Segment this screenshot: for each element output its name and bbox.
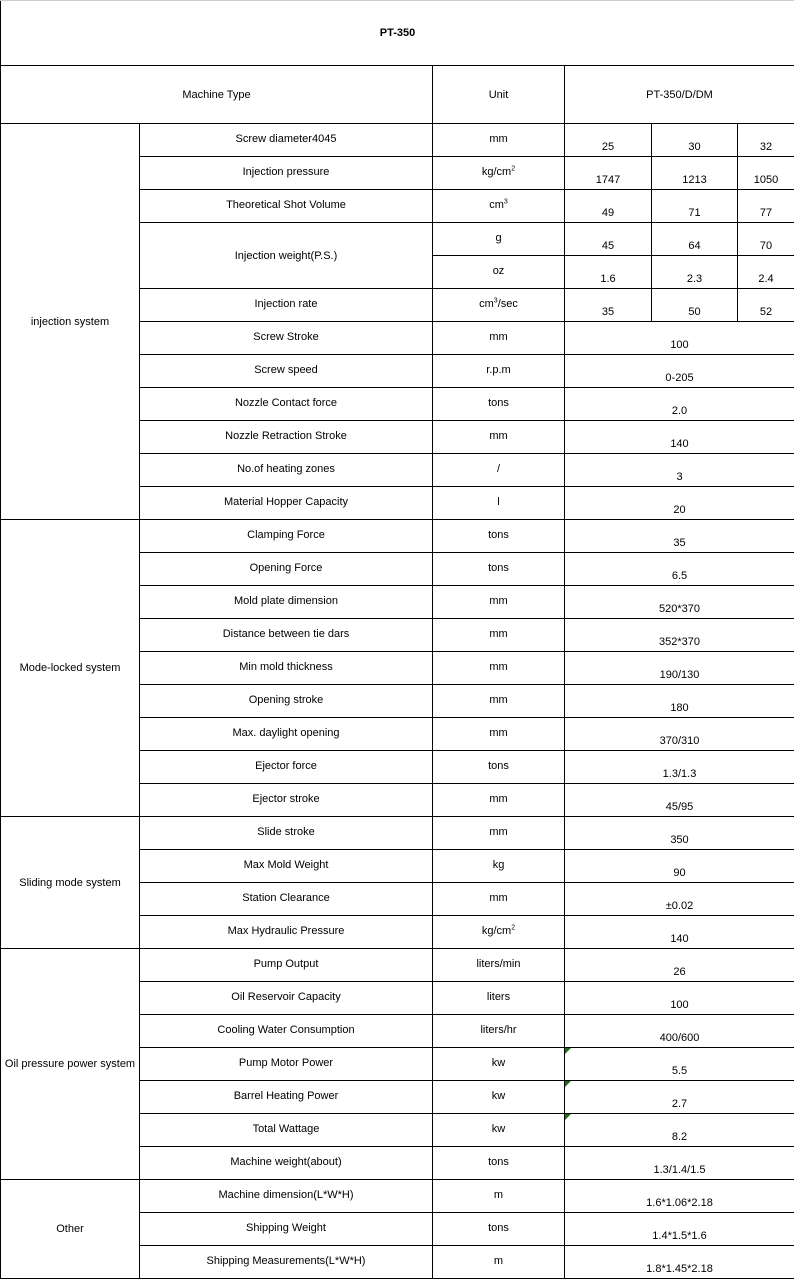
unit-cell: [433, 1015, 565, 1048]
unit-cell: [433, 553, 565, 586]
unit-cell: [433, 949, 565, 982]
value-cell: 400/600: [565, 1015, 794, 1048]
unit-text: oz: [492, 265, 505, 277]
group-label: Other: [1, 1180, 140, 1279]
table-row: [1, 124, 794, 157]
parameter-label: Screw speed: [140, 355, 433, 388]
value-cell: 352*370: [565, 619, 794, 652]
unit-cell: [433, 487, 565, 520]
unit-cell: [433, 982, 565, 1015]
unit-cell: [433, 223, 565, 256]
value-cell: 5.5: [565, 1048, 794, 1081]
parameter-label: Shipping Weight: [140, 1213, 433, 1246]
group-label: injection system: [1, 124, 140, 520]
value-cell: 2.4: [738, 256, 794, 289]
unit-text: liters/hr: [480, 1024, 517, 1036]
value-cell: 71: [652, 190, 738, 223]
unit-text: mm: [489, 661, 508, 673]
unit-text: mm: [489, 892, 508, 904]
parameter-label: Barrel Heating Power: [140, 1081, 433, 1114]
unit-cell: [433, 652, 565, 685]
value-cell: 25: [565, 124, 652, 157]
parameter-label: Injection rate: [140, 289, 433, 322]
unit-text: cm: [479, 298, 494, 310]
unit-cell: [433, 256, 565, 289]
table-row: [1, 949, 794, 982]
value-cell: 90: [565, 850, 794, 883]
unit-text: kg/cm: [481, 925, 512, 937]
value-cell: 1213: [652, 157, 738, 190]
unit-text: mm: [489, 727, 508, 739]
group-label: Sliding mode system: [1, 817, 140, 949]
value-cell: 1.3/1.4/1.5: [565, 1147, 794, 1180]
unit-text: m: [493, 1255, 504, 1267]
parameter-label: Theoretical Shot Volume: [140, 190, 433, 223]
value-cell: 77: [738, 190, 794, 223]
value-cell: 2.7: [565, 1081, 794, 1114]
parameter-label: Nozzle Contact force: [140, 388, 433, 421]
value-cell: 140: [565, 421, 794, 454]
table-row: [1, 520, 794, 553]
unit-cell: [433, 784, 565, 817]
header-machine-type: Machine Type: [1, 66, 433, 124]
unit-text: r.p.m: [486, 364, 511, 376]
parameter-label: Opening stroke: [140, 685, 433, 718]
unit-suffix: /sec: [497, 298, 518, 310]
unit-superscript: 3: [503, 198, 508, 206]
unit-text: tons: [488, 562, 509, 574]
parameter-label: Material Hopper Capacity: [140, 487, 433, 520]
unit-cell: [433, 124, 565, 157]
unit-text: kg: [492, 859, 505, 871]
parameter-label: Injection pressure: [140, 157, 433, 190]
value-cell: 64: [652, 223, 738, 256]
header-unit: Unit: [433, 66, 565, 124]
unit-cell: [433, 718, 565, 751]
unit-cell: [433, 1213, 565, 1246]
unit-cell: [433, 190, 565, 223]
value-cell: 35: [565, 289, 652, 322]
unit-text: kw: [491, 1090, 506, 1102]
parameter-label: Oil Reservoir Capacity: [140, 982, 433, 1015]
unit-text: liters/min: [476, 958, 521, 970]
value-cell: 1.8*1.45*2.18: [565, 1246, 794, 1279]
parameter-label: Clamping Force: [140, 520, 433, 553]
unit-cell: [433, 883, 565, 916]
unit-text: tons: [488, 397, 509, 409]
unit-cell: [433, 1048, 565, 1081]
unit-text: m: [493, 1189, 504, 1201]
unit-text: mm: [489, 793, 508, 805]
table-title: PT-350: [1, 1, 794, 66]
unit-text: l: [497, 496, 500, 508]
unit-cell: [433, 289, 565, 322]
parameter-label: Total Wattage: [140, 1114, 433, 1147]
unit-cell: [433, 1180, 565, 1213]
table-row: [1, 1180, 794, 1213]
unit-cell: [433, 388, 565, 421]
unit-text: mm: [489, 133, 508, 145]
value-cell: 140: [565, 916, 794, 949]
unit-text: tons: [488, 1222, 509, 1234]
unit-cell: [433, 454, 565, 487]
value-cell: 2.0: [565, 388, 794, 421]
parameter-label: Screw Stroke: [140, 322, 433, 355]
value-cell: 1.4*1.5*1.6: [565, 1213, 794, 1246]
parameter-label: Pump Output: [140, 949, 433, 982]
value-cell: 35: [565, 520, 794, 553]
unit-cell: [433, 751, 565, 784]
unit-text: cm: [489, 199, 504, 211]
parameter-label: Max Mold Weight: [140, 850, 433, 883]
value-cell: 32: [738, 124, 794, 157]
value-cell: 1050: [738, 157, 794, 190]
unit-cell: [433, 421, 565, 454]
value-cell: 100: [565, 322, 794, 355]
value-cell: 6.5: [565, 553, 794, 586]
unit-text: mm: [489, 826, 508, 838]
parameter-label: No.of heating zones: [140, 454, 433, 487]
unit-cell: [433, 916, 565, 949]
table-row: [1, 817, 794, 850]
group-label: Oil pressure power system: [1, 949, 140, 1180]
value-cell: 1.3/1.3: [565, 751, 794, 784]
parameter-label: Screw diameter4045: [140, 124, 433, 157]
parameter-label: Ejector force: [140, 751, 433, 784]
value-cell: 350: [565, 817, 794, 850]
header-model: PT-350/D/DM: [565, 66, 794, 124]
unit-text: kw: [491, 1123, 506, 1135]
unit-superscript: 3: [493, 297, 498, 305]
parameter-label: Injection weight(P.S.): [140, 223, 433, 289]
value-cell: 50: [652, 289, 738, 322]
unit-cell: [433, 322, 565, 355]
value-cell: 0-205: [565, 355, 794, 388]
parameter-label: Ejector stroke: [140, 784, 433, 817]
unit-text: tons: [488, 1156, 509, 1168]
value-cell: 45/95: [565, 784, 794, 817]
value-cell: 30: [652, 124, 738, 157]
value-cell: 190/130: [565, 652, 794, 685]
parameter-label: Machine weight(about): [140, 1147, 433, 1180]
parameter-label: Slide stroke: [140, 817, 433, 850]
parameter-label: Max. daylight opening: [140, 718, 433, 751]
parameter-label: Max Hydraulic Pressure: [140, 916, 433, 949]
value-cell: 180: [565, 685, 794, 718]
unit-text: mm: [489, 595, 508, 607]
parameter-label: Machine dimension(L*W*H): [140, 1180, 433, 1213]
unit-text: mm: [489, 430, 508, 442]
parameter-label: Station Clearance: [140, 883, 433, 916]
parameter-label: Shipping Measurements(L*W*H): [140, 1246, 433, 1279]
unit-text: tons: [488, 529, 509, 541]
unit-cell: [433, 850, 565, 883]
unit-text: mm: [489, 694, 508, 706]
parameter-label: Nozzle Retraction Stroke: [140, 421, 433, 454]
unit-text: /: [496, 463, 501, 475]
unit-text: kg/cm: [481, 166, 512, 178]
unit-cell: [433, 1147, 565, 1180]
unit-cell: [433, 685, 565, 718]
unit-cell: [433, 817, 565, 850]
value-cell: 1.6: [565, 256, 652, 289]
parameter-label: Min mold thickness: [140, 652, 433, 685]
value-cell: 370/310: [565, 718, 794, 751]
value-cell: 3: [565, 454, 794, 487]
group-label: Mode-locked system: [1, 520, 140, 817]
value-cell: 20: [565, 487, 794, 520]
value-cell: 1.6*1.06*2.18: [565, 1180, 794, 1213]
unit-cell: [433, 1114, 565, 1147]
unit-text: mm: [489, 331, 508, 343]
unit-cell: [433, 520, 565, 553]
unit-superscript: 2: [511, 924, 516, 932]
value-cell: 100: [565, 982, 794, 1015]
value-cell: 26: [565, 949, 794, 982]
parameter-label: Cooling Water Consumption: [140, 1015, 433, 1048]
value-cell: 52: [738, 289, 794, 322]
unit-superscript: 2: [511, 165, 516, 173]
value-cell: 49: [565, 190, 652, 223]
unit-cell: [433, 619, 565, 652]
parameter-label: Mold plate dimension: [140, 586, 433, 619]
unit-text: liters: [486, 991, 511, 1003]
unit-cell: [433, 1246, 565, 1279]
unit-text: mm: [489, 628, 508, 640]
unit-text: tons: [488, 760, 509, 772]
value-cell: 1747: [565, 157, 652, 190]
unit-cell: [433, 586, 565, 619]
value-cell: 45: [565, 223, 652, 256]
parameter-label: Distance between tie dars: [140, 619, 433, 652]
value-cell: 2.3: [652, 256, 738, 289]
unit-text: g: [495, 232, 502, 244]
unit-cell: [433, 157, 565, 190]
value-cell: 70: [738, 223, 794, 256]
value-cell: ±0.02: [565, 883, 794, 916]
value-cell: 520*370: [565, 586, 794, 619]
unit-cell: [433, 1081, 565, 1114]
parameter-label: Opening Force: [140, 553, 433, 586]
unit-cell: [433, 355, 565, 388]
parameter-label: Pump Motor Power: [140, 1048, 433, 1081]
value-cell: 8.2: [565, 1114, 794, 1147]
unit-text: kw: [491, 1057, 506, 1069]
